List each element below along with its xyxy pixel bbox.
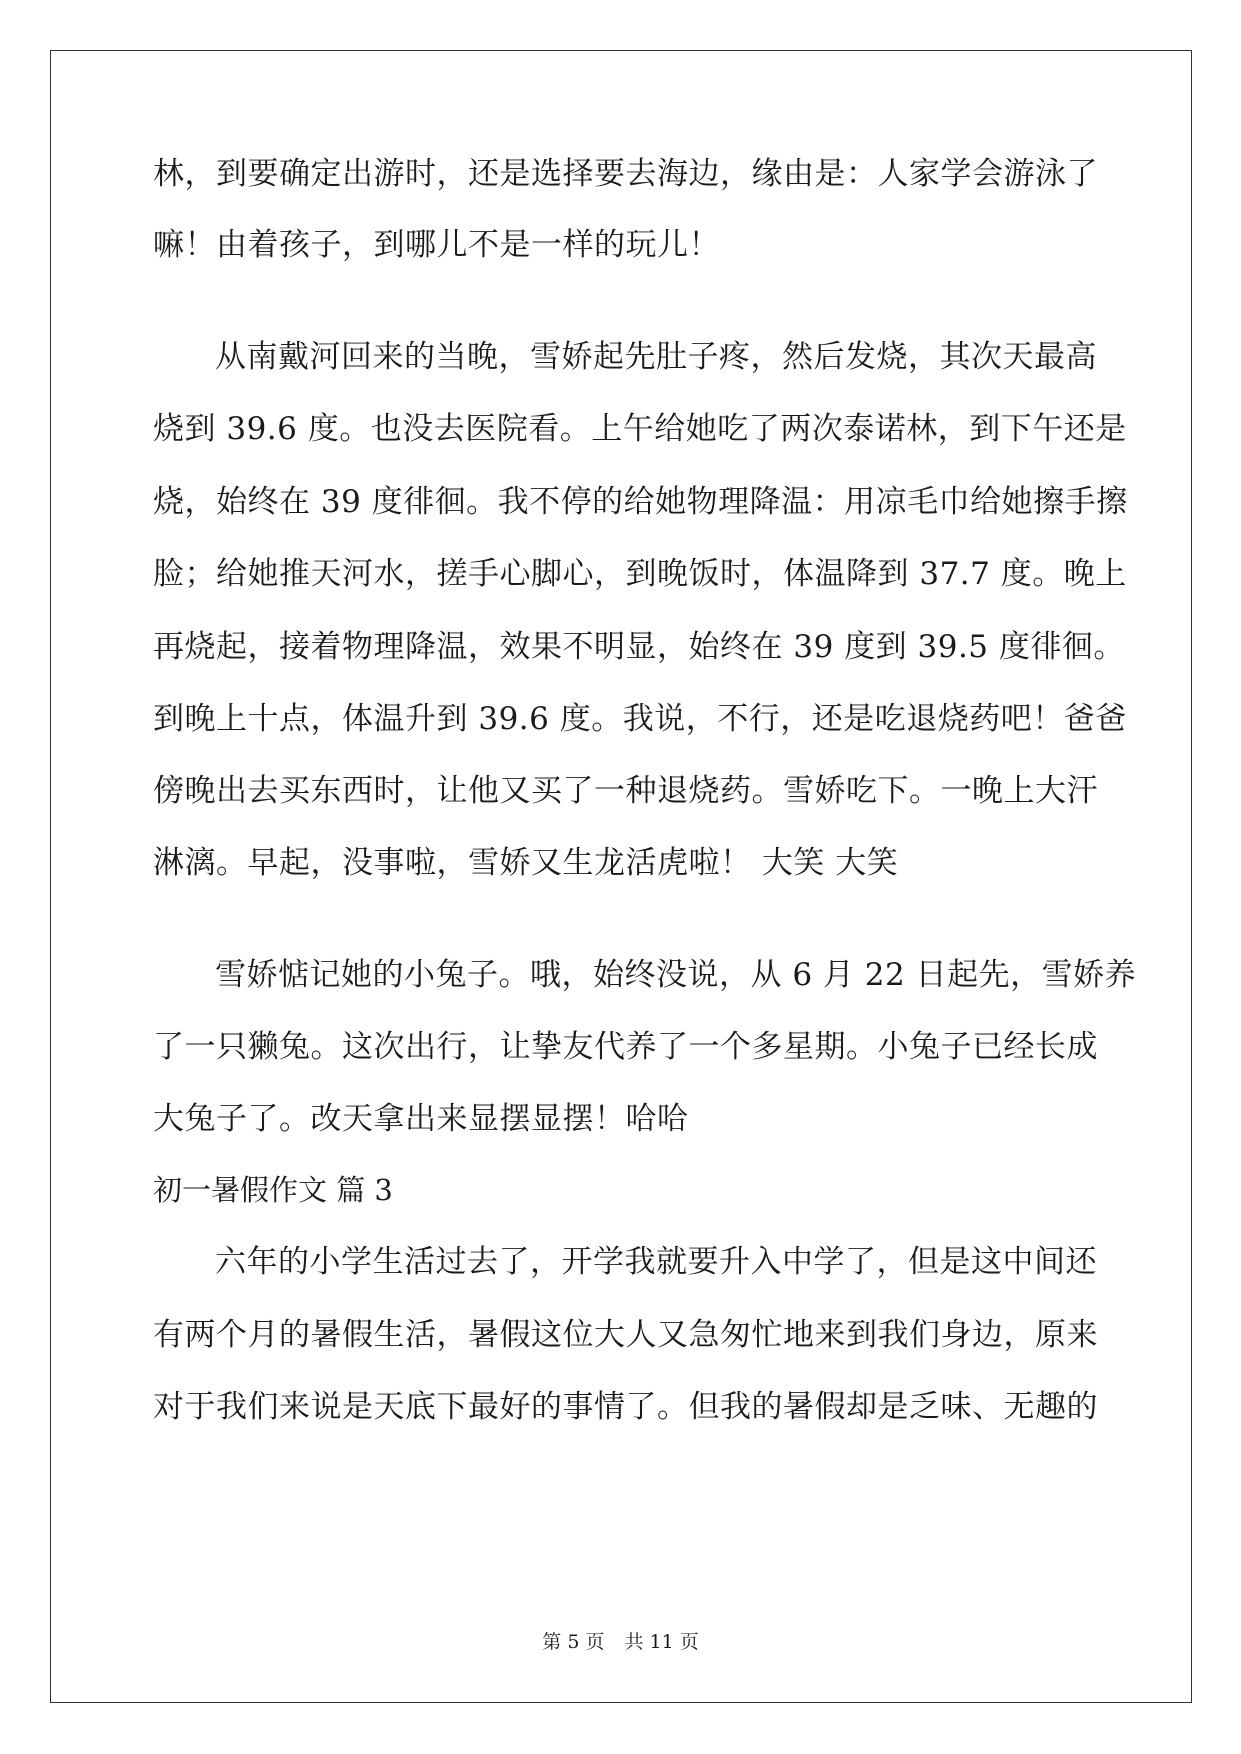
- section-heading: 初一暑假作文 篇 3: [153, 1173, 393, 1207]
- page-footer: [0, 1630, 1241, 1654]
- page-total: 共 11 页: [624, 1631, 699, 1653]
- text-line: 傍晚出去买东西时，让他又买了一种退烧药。雪娇吃下。一晚上大汗: [153, 773, 1098, 809]
- text-line: 烧，始终在 39 度徘徊。我不停的给她物理降温：用凉毛巾给她擦手擦: [153, 484, 1128, 520]
- paragraph-first-line: 雪娇惦记她的小兔子。哦，始终没说，从 6 月 22 日起先，雪娇养: [215, 957, 1137, 993]
- text-line: 对于我们来说是天底下最好的事情了。但我的暑假却是乏味、无趣的: [153, 1389, 1098, 1425]
- text-line: 脸；给她推天河水，搓手心脚心，到晚饭时，体温降到 37.7 度。晚上: [153, 556, 1127, 592]
- paragraph-first-line: 从南戴河回来的当晚，雪娇起先肚子疼，然后发烧，其次天最高: [215, 339, 1097, 375]
- text-line: 到晚上十点，体温升到 39.6 度。我说，不行，还是吃退烧药吧！爸爸: [153, 701, 1127, 737]
- text-line: 有两个月的暑假生活，暑假这位大人又急匆忙地来到我们身边，原来: [153, 1317, 1098, 1353]
- text-line: 再烧起，接着物理降温，效果不明显，始终在 39 度到 39.5 度徘徊。: [153, 629, 1125, 665]
- text-line: 林，到要确定出游时，还是选择要去海边，缘由是：人家学会游泳了: [153, 156, 1098, 192]
- text-line: 烧到 39.6 度。也没去医院看。上午给她吃了两次泰诺林，到下午还是: [153, 411, 1127, 447]
- text-line: 了一只獭兔。这次出行，让挚友代养了一个多星期。小兔子已经长成: [153, 1029, 1098, 1065]
- text-line: 嘛！由着孩子，到哪儿不是一样的玩儿！: [153, 227, 720, 263]
- page-number: 第 5 页: [542, 1631, 605, 1653]
- text-line: 淋漓。早起，没事啦，雪娇又生龙活虎啦！ 大笑 大笑: [153, 845, 899, 881]
- text-line: 大兔子了。改天拿出来显摆显摆！哈哈: [153, 1101, 689, 1137]
- paragraph-first-line: 六年的小学生活过去了，开学我就要升入中学了，但是这中间还: [215, 1244, 1097, 1280]
